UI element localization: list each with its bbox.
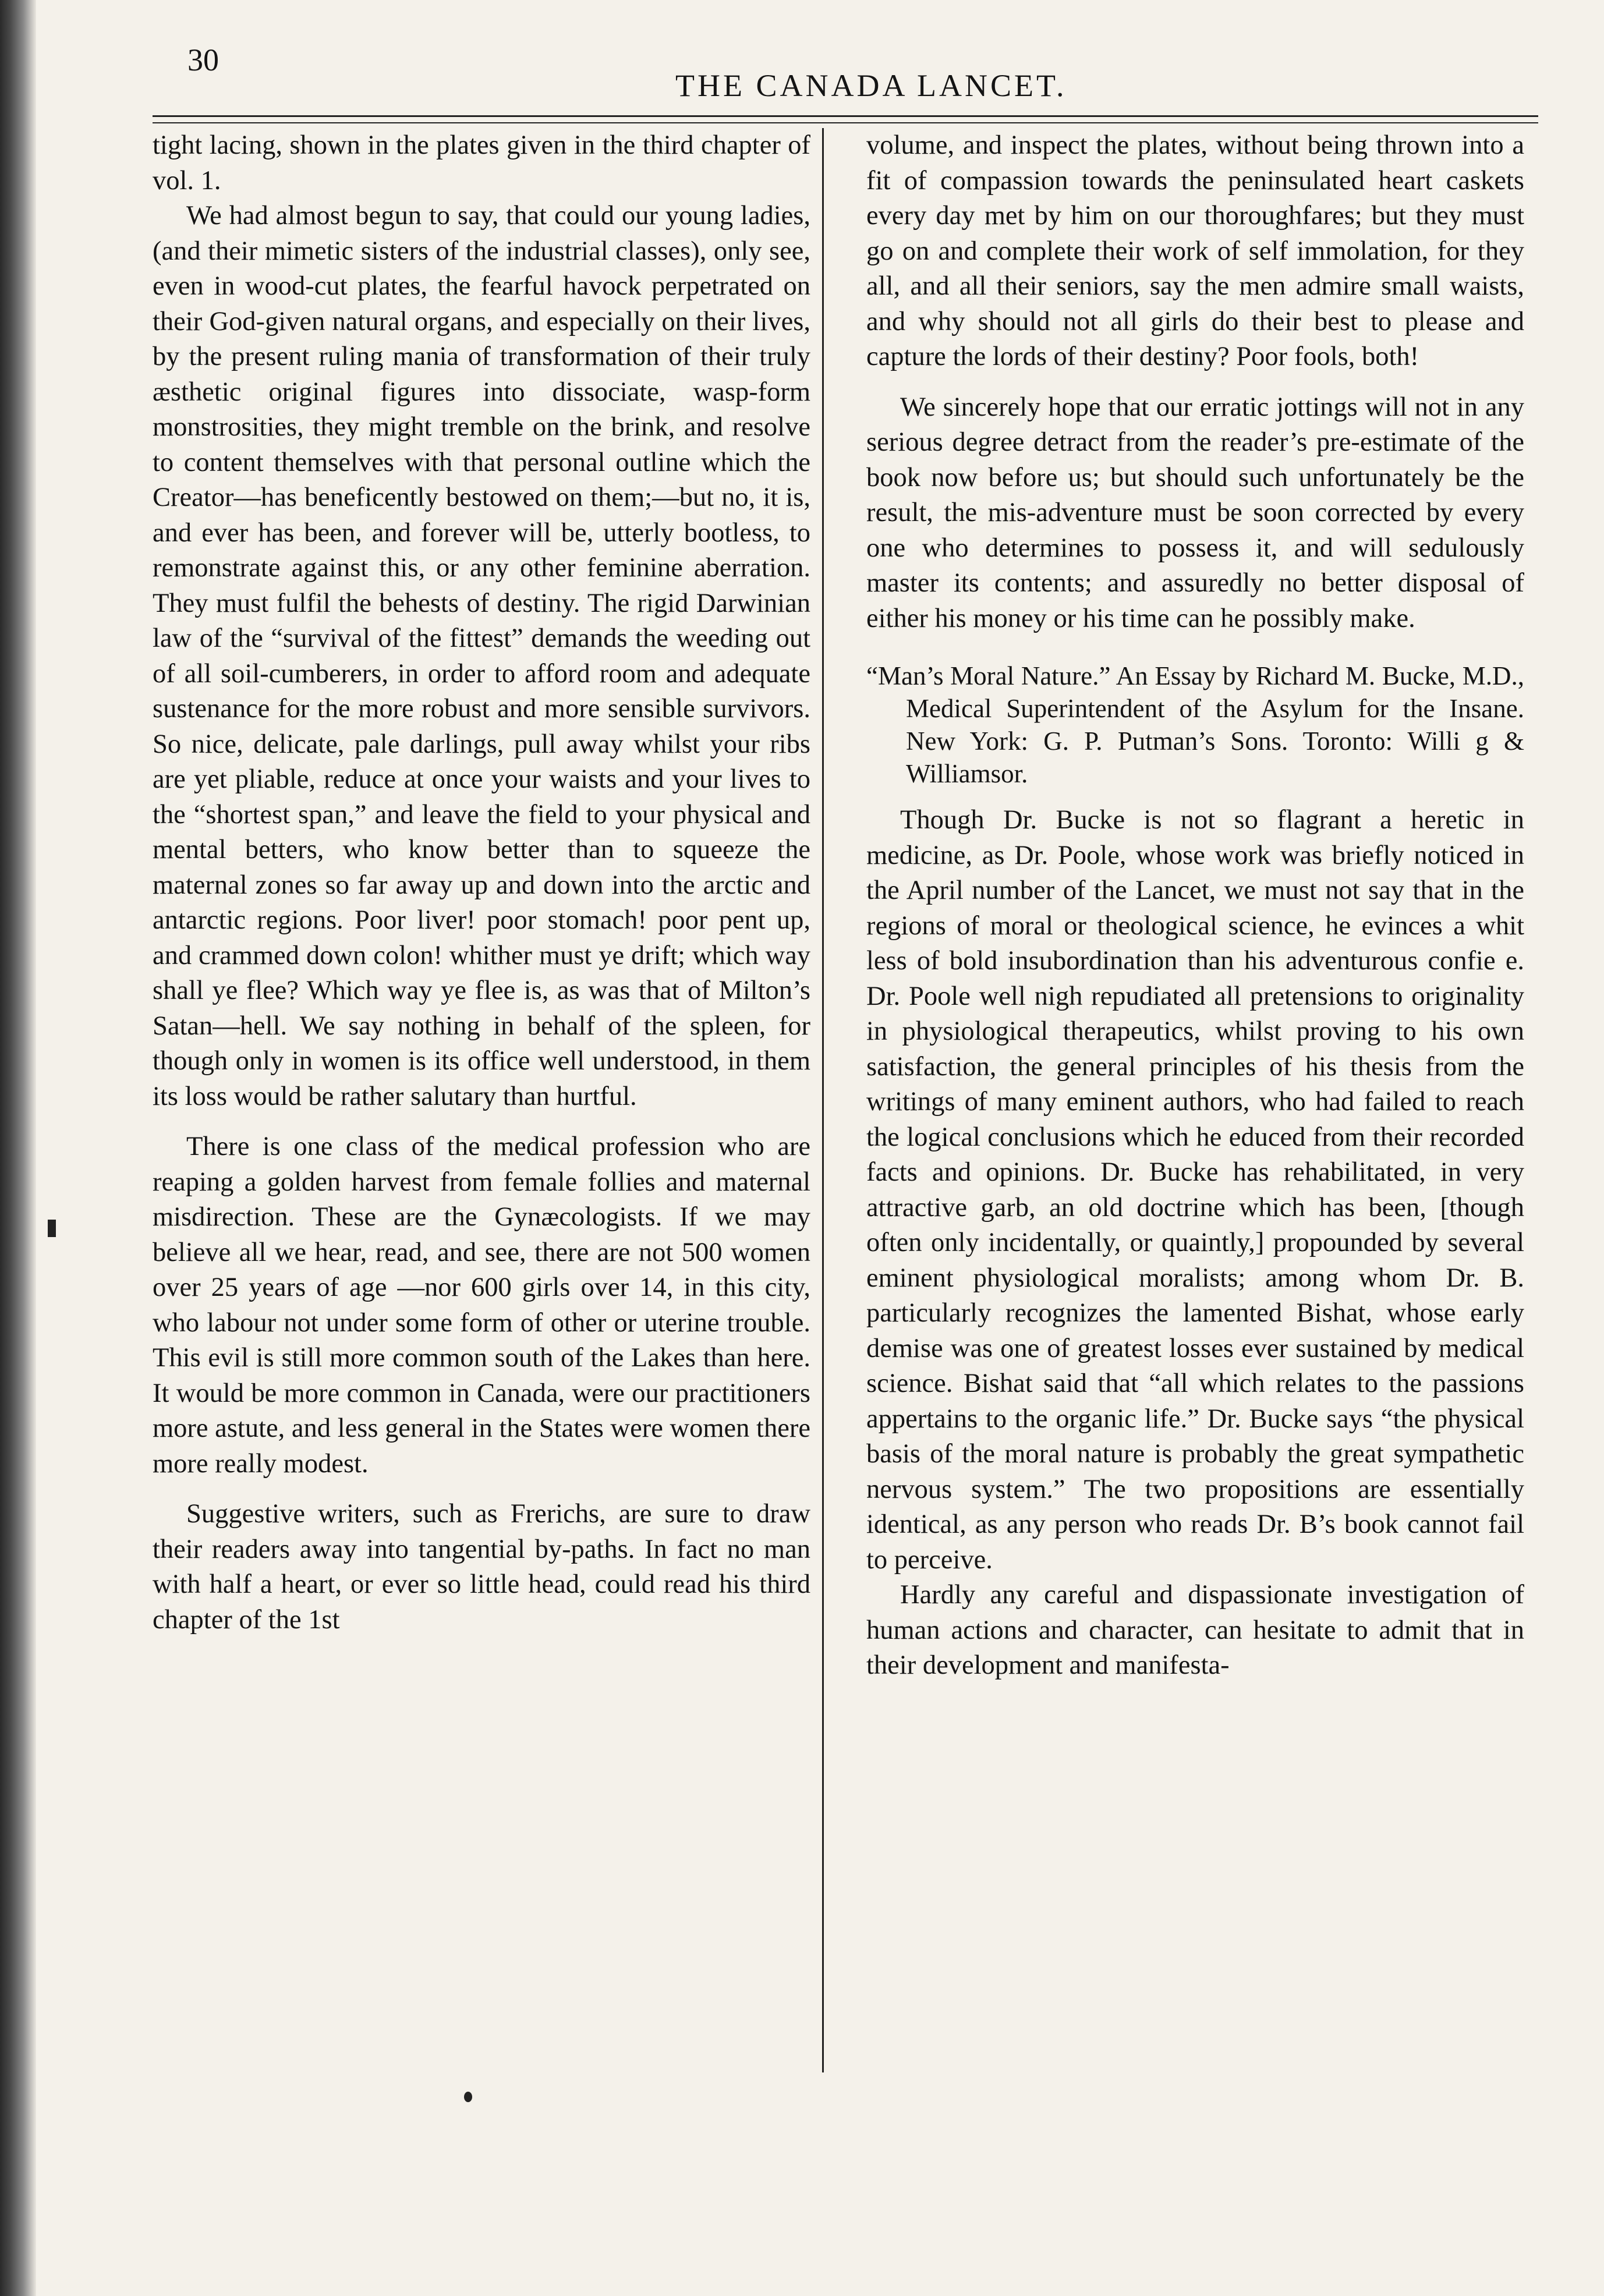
ink-dot [464, 2092, 472, 2102]
page-number: 30 [187, 42, 219, 77]
right-column [866, 128, 1524, 1684]
paragraph: We sincerely hope that our erratic jottings will not in any serious degree detract from the reader’s pre-estimate of the book now before us; but should such unfortunately be the result, the mis-adventure must be soon corrected by every one who determines to possess it, and will sedulously master its contents; and assuredly no better disposal of either his money or his time can he possibly make. [866, 392, 1524, 633]
journal-title: THE CANADA LANCET. [675, 68, 1067, 103]
review-heading: “Man’s Moral Nature.” An Essay by Richard M. Bucke, M.D., Medical Superintendent of the Asylum for the Insane. New York: G. P. Putman’s Sons. Toronto: Willi g & Williamsor. [866, 661, 1524, 788]
paragraph: There is one class of the medical profession who are reaping a golden harvest from female follies and maternal misdirection. These are the Gynæcologists. If we may believe all we hear, read, and see, there are not 500 women over 25 years of age —nor 600 girls over 14, in this city, who labour not under some form of other or uterine trouble. This evil is still more common south of the Lakes than here. It would be more common in Canada, were our practitioners more astute, and less general in the States were women there more really modest. [153, 1132, 810, 1479]
paragraph: Hardly any careful and dispassionate investigation of human actions and character, can hesitate to admit that in their development and manifesta- [866, 1580, 1524, 1680]
column-divider [822, 128, 824, 2072]
paragraph: We had almost begun to say, that could our young ladies, (and their mimetic sisters of the industrial classes), only see, even in wood-cut plates, the fearful havock perpetrated on their God-given natural organs, and especially on their lives, by the present ruling mania of transformation of their truly æsthetic original figures into dissociate, wasp-form monstrosities, they might tremble on the brink, and resolve to content themselves with that personal outline which the Creator—has beneficently bestowed on them;—but no, it is, and ever has been, and forever will be, utterly bootless, to remonstrate against this, or any other feminine aberration. They must fulfil the behests of destiny. The rigid Darwinian law of the “survival of the fittest” demands the weeding out of all soil-cumberers, in order to afford room and adequate sustenance for the more robust and more sensible survivors. So nice, delicate, pale darlings, pull away whilst your ribs are yet pliable, reduce at once your waists and your lives to the “shortest span,” and leave the field to your physical and mental betters, who know better than to squeeze the maternal zones so far away up and down into the arctic and antarctic regions. Poor liver! poor stomach! poor pent up, and crammed down colon! whither must ye drift; which way shall ye flee? Which way ye flee is, as was that of Milton’s Satan—hell. We say nothing in behalf of the spleen, for though only in women is its office well understood, in them its loss would be rather salutary than hurtful. [153, 201, 810, 1111]
header-rule [153, 115, 1538, 117]
page-binding-edge [0, 0, 36, 2296]
paragraph: volume, and inspect the plates, without being thrown into a fit of compassion towards the peninsulated heart caskets every day met by him on our thoroughfares; but they must go on and complete their work of self immolation, for they all, and all their seniors, say the men admire small waists, and why should not all girls do their best to please and capture the lords of their destiny? Poor fools, both! [866, 130, 1524, 371]
paragraph: Suggestive writers, such as Frerichs, are sure to draw their readers away into tangential by-paths. In fact no man with half a heart, or ever so little head, could read his third chapter of the 1st [153, 1499, 810, 1635]
paragraph: tight lacing, shown in the plates given in the third chapter of vol. 1. [153, 130, 810, 196]
paragraph: Though Dr. Bucke is not so flagrant a heretic in medicine, as Dr. Poole, whose work was briefly noticed in the April number of the Lancet, we must not say that in the regions of moral or theological science, he evinces a whit less of bold insubordination than his adventurous confie e. Dr. Poole well nigh repudiated all pretensions to originality in physiological therapeutics, whilst proving to his own satisfaction, the general principles of his thesis from the writings of many eminent authors, who had failed to reach the logical conclusions which he educed from their recorded facts and opinions. Dr. Bucke has rehabilitated, in very attractive garb, an old doctrine which has been, [though often only incidentally, or quaintly,] propounded by several eminent physiological moralists; among whom Dr. B. particularly recognizes the lamented Bishat, whose early demise was one of greatest losses ever sustained by medical science. Bishat said that “all which relates to the passions appertains to the organic life.” Dr. Bucke says “the physical basis of the moral nature is probably the great sympathetic nervous system.” The two propositions are essentially identical, as any person who reads Dr. B’s book cannot fail to perceive. [866, 805, 1524, 1575]
left-column [153, 128, 810, 1638]
header-rule-thin [153, 122, 1538, 123]
margin-mark [48, 1220, 56, 1237]
